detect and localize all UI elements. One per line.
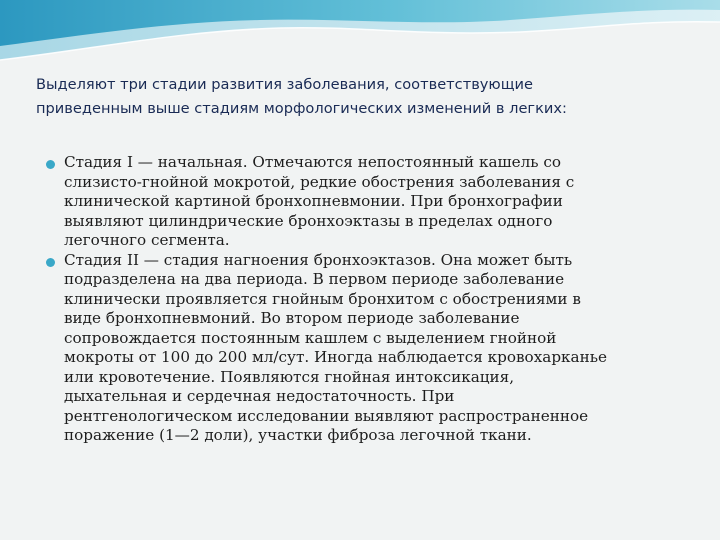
bullet-item-stage-2	[64, 251, 689, 446]
bullet-list	[64, 153, 689, 446]
slide-title	[36, 73, 696, 121]
bullet-line: клинически проявляется гнойным бронхитом с обострениями в	[64, 289, 581, 308]
bullet-line: поражение (1—2 доли), участки фиброза легочной ткани.	[64, 426, 532, 444]
title-line-1: Выделяют три стадии развития заболевания, соответствующие	[36, 76, 533, 93]
bullet-line: рентгенологическом исследовании выявляют распространенное	[64, 406, 589, 425]
bullet-line: подразделена на два периода. В первом периоде заболевание	[64, 270, 565, 288]
bullet-dot-icon	[46, 160, 55, 169]
bullet-line: выявляют цилиндрические бронхоэктазы в пределах одного	[64, 211, 553, 230]
bullet-line: мокроты от 100 до 200 мл/сут. Иногда наблюдается кровохарканье	[64, 348, 607, 366]
bullet-dot-icon	[46, 258, 55, 267]
bullet-line: Стадия I — начальная. Отмечаются непостоянный кашель со	[64, 153, 562, 171]
bullet-line: легочного сегмента.	[64, 231, 230, 249]
bullet-line: Стадия II — стадия нагноения бронхоэктазов. Она может быть	[64, 250, 573, 269]
bullet-line: сопровождается постоянным кашлем с выделением гнойной	[64, 328, 557, 347]
wave-header-decoration	[0, 0, 720, 70]
bullet-item-stage-1	[64, 153, 689, 251]
title-line-2: приведенным выше стадиям морфологических изменений в легких:	[36, 100, 567, 117]
bullet-line: виде бронхопневмоний. Во втором периоде заболевание	[64, 309, 520, 327]
bullet-line: слизисто-гнойной мокротой, редкие обострения заболевания с	[64, 172, 575, 191]
bullet-line: клинической картиной бронхопневмонии. При бронхографии	[64, 192, 563, 210]
bullet-line: или кровотечение. Появляются гнойная интоксикация,	[64, 367, 515, 386]
bullet-line: дыхательная и сердечная недостаточность. При	[64, 387, 455, 405]
